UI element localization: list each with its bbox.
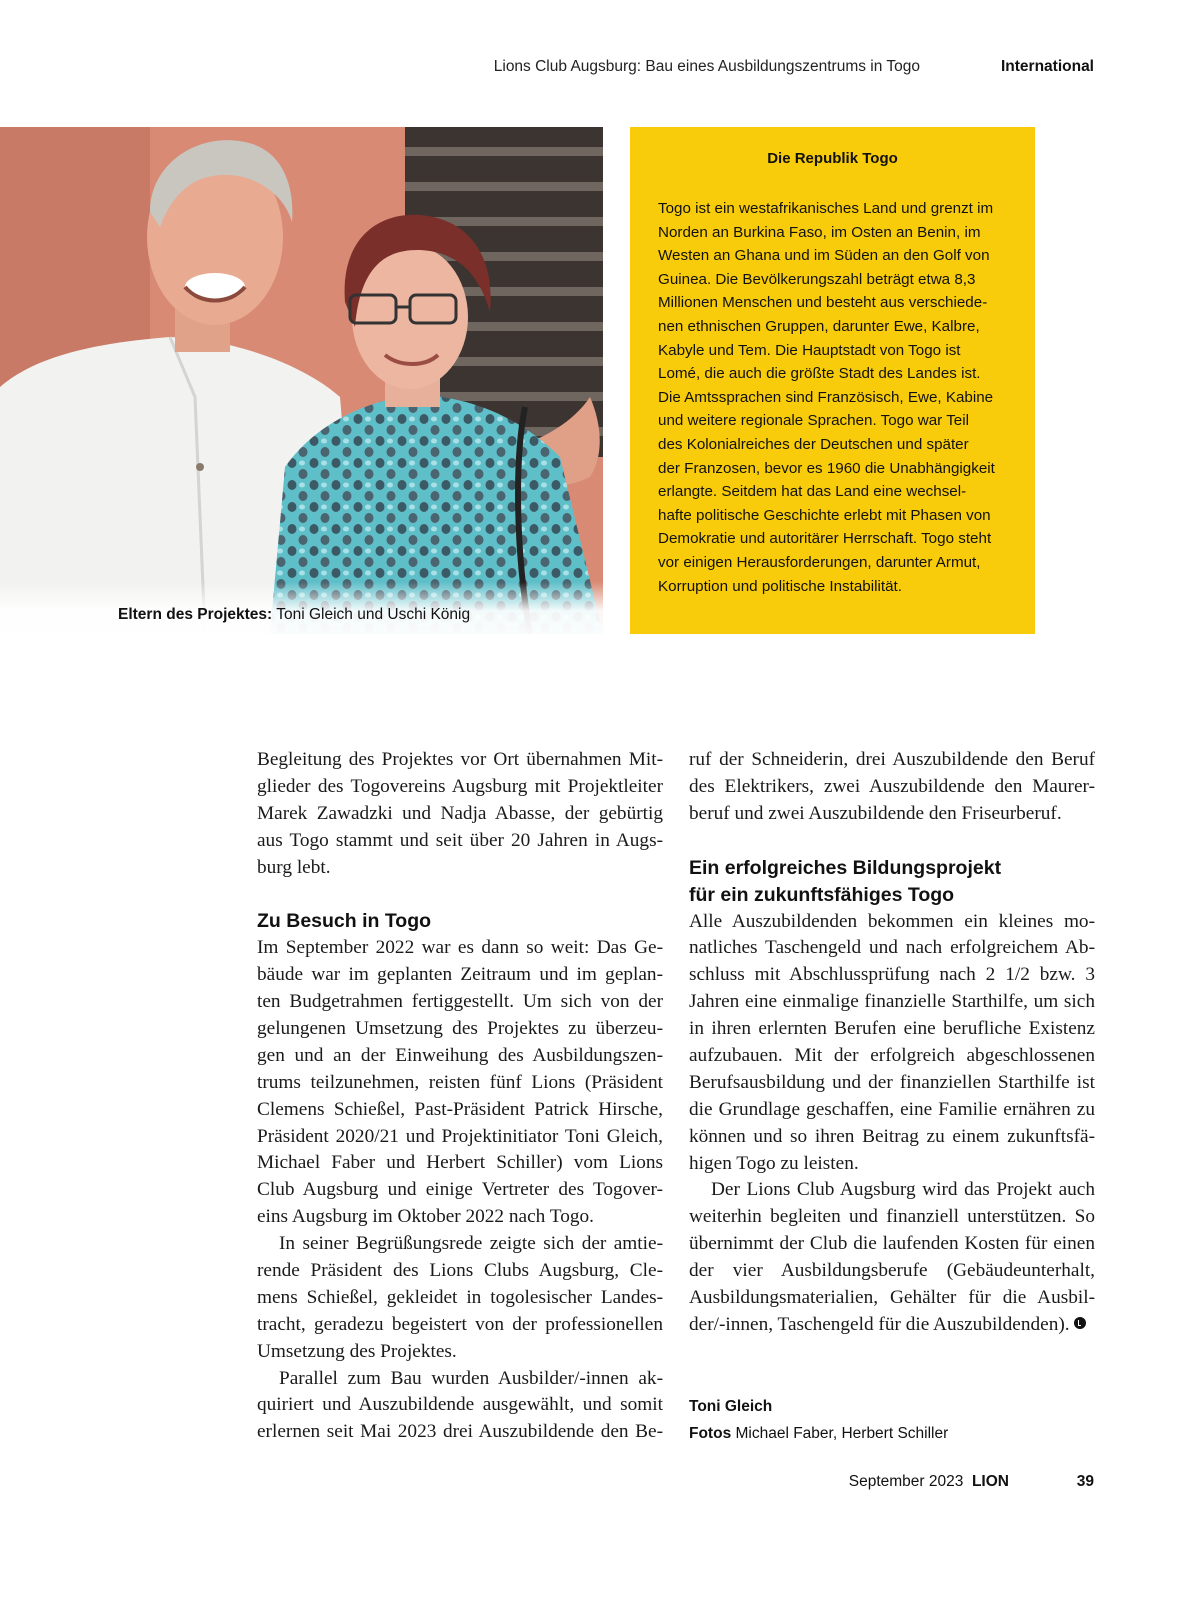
text-line: trums teilzunehmen, reisten fünf Lions (Präsident bbox=[257, 1071, 663, 1093]
text-line: Clemens Schießel, Past-Präsident Patrick Hirsche, bbox=[257, 1098, 663, 1120]
info-line: hafte politische Geschichte erlebt mit Phasen von bbox=[658, 506, 991, 524]
caption-label: Eltern des Projektes: bbox=[118, 606, 273, 623]
article-column-left bbox=[257, 747, 663, 1446]
text-line: der vier Ausbildungsberufe (Gebäudeunterhalt, bbox=[689, 1260, 1095, 1282]
text-line: in ihren erlernten Berufen eine berufliche Existenz bbox=[689, 1018, 1095, 1040]
text-line: tracht, geradezu begeistert von der professionellen bbox=[257, 1313, 663, 1335]
photo-caption bbox=[118, 606, 470, 624]
info-line: Norden an Burkina Faso, im Osten an Benin, im bbox=[658, 223, 981, 241]
text-line: Im September 2022 war es dann so weit: Das Ge- bbox=[257, 937, 663, 959]
article-credits bbox=[689, 1393, 948, 1447]
text-line: glieder des Togovereins Augsburg mit Projektleiter bbox=[257, 775, 663, 797]
photo-couple bbox=[0, 127, 603, 634]
text-line: higen Togo zu leisten. bbox=[689, 1152, 859, 1174]
magazine-name: LION bbox=[971, 1473, 1009, 1490]
text-line: natliches Taschengeld und nach erfolgreichem Ab- bbox=[689, 937, 1095, 959]
text-line: Der Lions Club Augsburg wird das Projekt auch bbox=[711, 1179, 1095, 1201]
text-line: erlernen seit Mai 2023 drei Auszubildende den Be- bbox=[257, 1421, 663, 1443]
info-line: Guinea. Die Bevölkerungszahl beträgt etwa 8,3 bbox=[658, 270, 976, 288]
text-line: der/-innen, Taschengeld für die Auszubildenden). bbox=[689, 1313, 1070, 1335]
info-line: und weitere regionale Sprachen. Togo war Teil bbox=[658, 412, 969, 430]
text-line: bäude war im geplanten Zeitraum und im geplan- bbox=[257, 964, 663, 986]
text-line: die Grundlage geschaffen, eine Familie ernähren zu bbox=[689, 1098, 1095, 1120]
info-line: vor einigen Herausforderungen, darunter Armut, bbox=[658, 553, 981, 571]
issue-date: September 2023 bbox=[848, 1473, 964, 1490]
text-line: quiriert und Auszubildende ausgewählt, und somit bbox=[257, 1394, 663, 1416]
text-line: Präsident 2020/21 und Projektinitiator Toni Gleich, bbox=[257, 1125, 663, 1147]
text-line: gelungenen Umsetzung des Projektes zu überzeu- bbox=[257, 1018, 663, 1040]
info-box-body bbox=[658, 197, 1010, 598]
info-line: Demokratie und autoritärer Herrschaft. Togo steht bbox=[658, 530, 992, 548]
text-line: aufzubauen. Mit der erfolgreich abgeschlossenen bbox=[689, 1045, 1095, 1067]
text-line: Marek Zawadzki und Nadja Abasse, der gebürtig bbox=[257, 802, 663, 824]
text-line: Michael Faber und Herbert Schiller) vom Lions bbox=[257, 1152, 663, 1174]
page-number: 39 bbox=[1076, 1473, 1094, 1490]
text-line: Umsetzung des Projektes. bbox=[257, 1340, 457, 1362]
info-line: Westen an Ghana und im Süden an den Golf von bbox=[658, 247, 990, 265]
text-line: gen und an der Einweihung des Ausbildungszen- bbox=[257, 1044, 663, 1066]
info-line: des Kolonialreiches der Deutschen und später bbox=[658, 435, 969, 453]
text-line: burg lebt. bbox=[257, 856, 331, 878]
text-line: aus Togo stammt und seit über 20 Jahren in Augs- bbox=[257, 829, 663, 851]
text-line: Parallel zum Bau wurden Ausbilder/-innen ak- bbox=[279, 1367, 663, 1389]
text-line: beruf und zwei Auszubildende den Friseurberuf. bbox=[689, 802, 1062, 824]
info-line: nen ethnischen Gruppen, darunter Ewe, Kalbre, bbox=[658, 317, 980, 335]
text-line: Club Augsburg und einige Vertreter des Togover- bbox=[257, 1179, 663, 1201]
subheading-project-line2: für ein zukunftsfähiges Togo bbox=[689, 883, 955, 906]
info-line: Millionen Menschen und besteht aus verschiede- bbox=[658, 294, 988, 312]
text-line: Begleitung des Projektes vor Ort übernahmen Mit- bbox=[257, 749, 663, 770]
info-line: erlangte. Seitdem hat das Land eine wechsel- bbox=[658, 483, 967, 501]
photo-illustration bbox=[0, 127, 603, 634]
text-line: ten Budgetrahmen fertiggestellt. Um sich von der bbox=[257, 991, 663, 1013]
photo-credits: Michael Faber, Herbert Schiller bbox=[735, 1425, 949, 1442]
text-line: weiterhin begleiten und finanziell unterstützen. So bbox=[689, 1206, 1095, 1228]
text-line: mens Schießel, gekleidet in togolesischer Landes- bbox=[257, 1286, 663, 1308]
info-box-title: Die Republik Togo bbox=[767, 150, 898, 167]
text-line: Alle Auszubildenden bekommen ein kleines mo- bbox=[689, 910, 1095, 932]
info-line: Korruption und politische Instabilität. bbox=[658, 577, 902, 595]
text-line: schluss mit Abschlussprüfung nach 2 1/2 bzw. 3 bbox=[689, 964, 1095, 986]
info-line: Togo ist ein westafrikanisches Land und grenzt im bbox=[658, 200, 994, 217]
text-line: ruf der Schneiderin, drei Auszubildende den Beruf bbox=[689, 749, 1095, 770]
text-line: Jahren eine einmalige finanzielle Starthilfe, um sich bbox=[689, 991, 1095, 1013]
photo-caption-overlay bbox=[0, 582, 603, 634]
text-line-last bbox=[689, 1312, 1095, 1339]
text-line: können und so ihren Beitrag zu einem zukunftsfä- bbox=[689, 1125, 1095, 1147]
text-line: übernimmt der Club die laufenden Kosten für einen bbox=[689, 1233, 1095, 1255]
subheading-project: Ein erfolgreiches Bildungsprojekt bbox=[689, 856, 1002, 879]
info-line: Lomé, die auch die größte Stadt des Landes ist. bbox=[658, 365, 981, 383]
running-head-section: International bbox=[1000, 58, 1094, 75]
footer-issue bbox=[849, 1473, 1009, 1491]
text-line: Berufsausbildung und der finanziellen Starthilfe ist bbox=[689, 1071, 1095, 1093]
info-line: Kabyle und Tem. Die Hauptstadt von Togo ist bbox=[658, 341, 961, 359]
text-line: In seiner Begrüßungsrede zeigte sich der amtie- bbox=[279, 1233, 663, 1255]
text-line: rende Präsident des Lions Clubs Augsburg, Cle- bbox=[257, 1260, 663, 1282]
text-line: Ausbildungsmaterialien, Gehälter für die Ausbil- bbox=[689, 1287, 1095, 1309]
text-line: des Elektrikers, zwei Auszubildende den Maurer- bbox=[689, 775, 1095, 797]
info-line: Die Amtssprachen sind Französisch, Ewe, Kabine bbox=[658, 388, 994, 406]
text-line: eins Augsburg im Oktober 2022 nach Togo. bbox=[257, 1206, 594, 1228]
author-name: Toni Gleich bbox=[689, 1398, 773, 1415]
caption-names: Toni Gleich und Uschi König bbox=[276, 606, 471, 623]
end-mark-icon bbox=[1074, 1317, 1086, 1329]
running-head-title: Lions Club Augsburg: Bau eines Ausbildungszentrums in Togo bbox=[493, 58, 920, 75]
info-line: der Franzosen, bevor es 1960 die Unabhängigkeit bbox=[658, 459, 995, 477]
subheading-visit: Zu Besuch in Togo bbox=[257, 910, 432, 933]
article-column-right bbox=[689, 747, 1095, 1339]
photos-label: Fotos bbox=[689, 1425, 732, 1442]
